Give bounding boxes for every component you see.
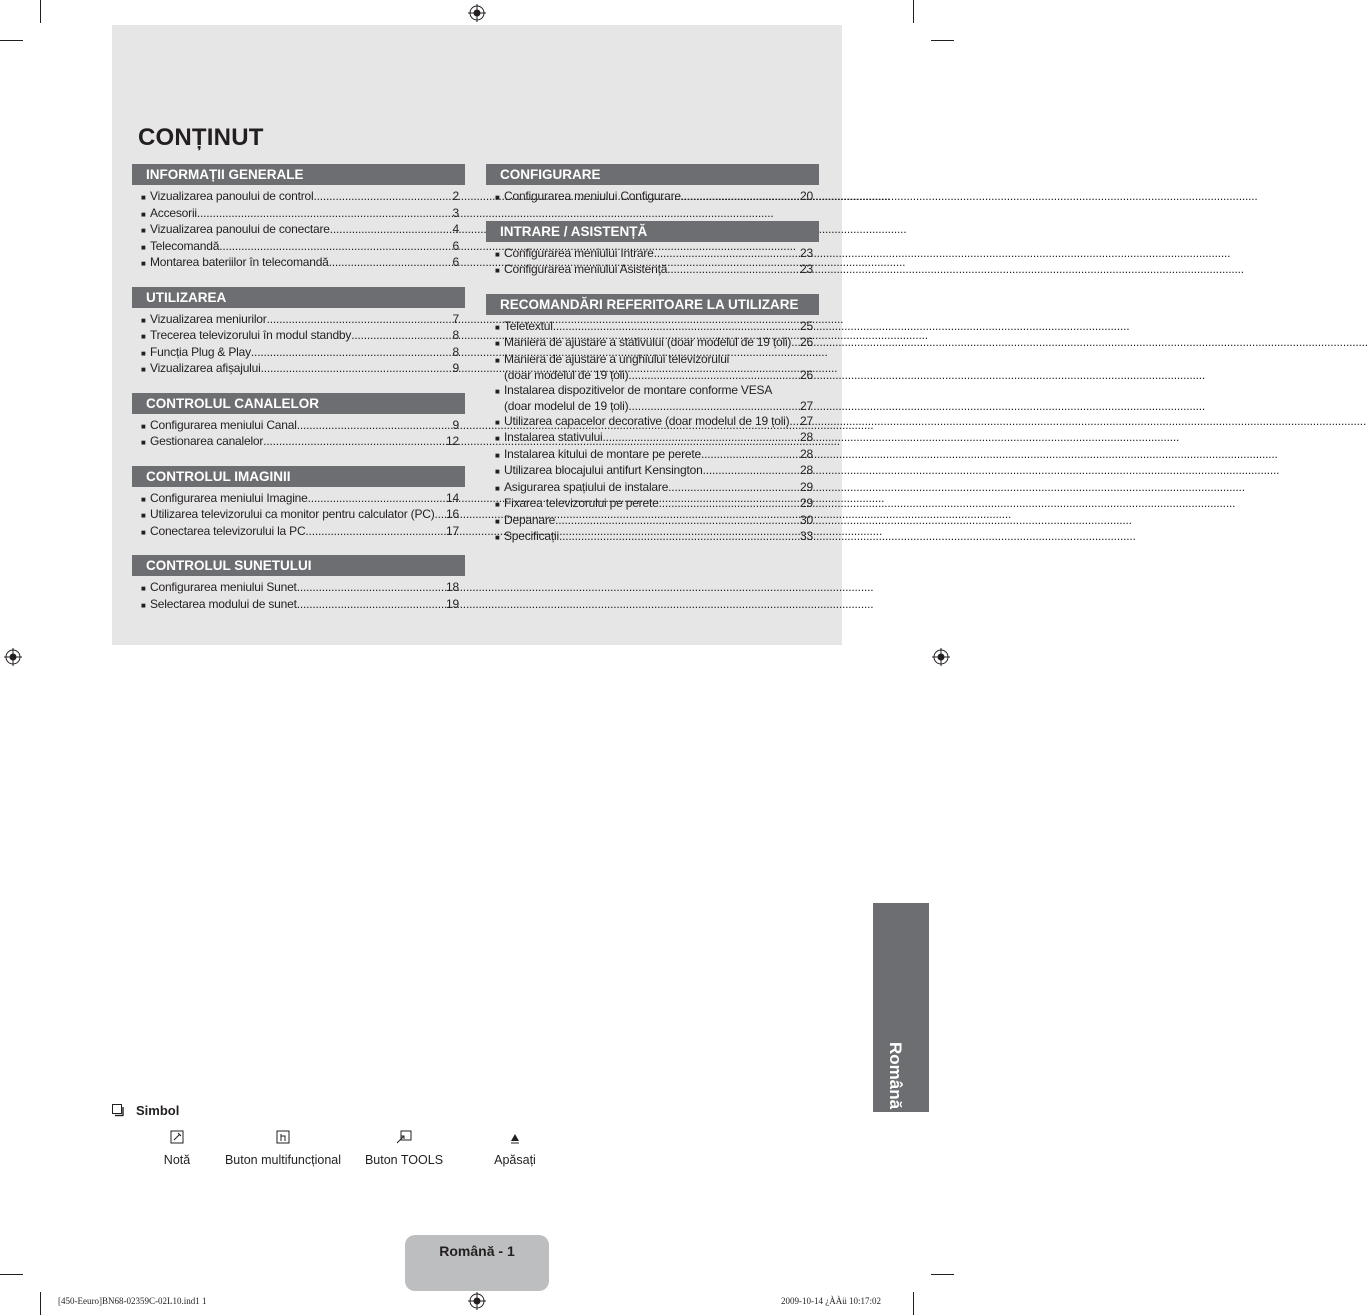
toc-entry-list (132, 576, 465, 613)
toc-entry (495, 513, 819, 530)
toc-entry (495, 480, 819, 497)
symbol-press (484, 1128, 546, 1167)
registration-mark-icon (932, 648, 950, 666)
toc-entry-text: (doar modelul de 19 țoli) (504, 399, 629, 413)
dot-leader (297, 418, 453, 433)
toc-entry (495, 262, 819, 279)
print-slug-right: 2009-10-14 ¿ÀÀü 10:17:02 (781, 1296, 881, 1306)
toc-section (132, 164, 465, 272)
toc-page-number: 12 (446, 434, 459, 448)
toc-page-number: 27 (800, 413, 813, 428)
bullet-icon: ■ (495, 500, 500, 509)
dot-leader (297, 597, 446, 612)
symbol-label: Buton TOOLS (364, 1153, 444, 1167)
toc-entry-text: Utilizarea blocajului antifurt Kensington (504, 463, 703, 477)
toc-page-number: 9 (452, 361, 459, 375)
crop-mark (40, 1292, 41, 1315)
toc-entry (141, 418, 465, 435)
toc-entry (495, 463, 819, 480)
bullet-icon: ■ (141, 315, 146, 325)
toc-page-number: 4 (452, 222, 459, 236)
bullet-icon: ■ (141, 242, 146, 252)
toc-page-number: 29 (800, 479, 813, 494)
toc-page-number: 26 (800, 368, 813, 382)
toc-page-number: 2 (452, 189, 459, 203)
bullet-icon: ■ (495, 450, 500, 460)
toc-entry-text: Configurarea meniului Intrare (504, 245, 654, 260)
toc-page-number: 19 (446, 596, 459, 611)
toc-entry (141, 206, 465, 223)
toc-entry-list (132, 414, 465, 451)
toc-entry-text: Instalarea stativului (504, 430, 603, 444)
dot-leader (435, 507, 447, 522)
toc-entry (495, 352, 819, 369)
symbol-tools-button (360, 1128, 448, 1167)
toc-entry (141, 255, 465, 272)
dot-leader (197, 206, 453, 221)
bullet-icon: ■ (495, 339, 500, 348)
bullet-icon: ■ (141, 421, 146, 431)
toc-entry-text: Specificații (504, 529, 559, 543)
dot-leader (219, 239, 452, 254)
crop-mark (913, 1292, 914, 1315)
toc-entry (141, 507, 465, 524)
toc-entry-list (132, 487, 465, 541)
dot-leader (351, 328, 452, 343)
crop-mark (931, 40, 954, 41)
dot-leader (555, 513, 800, 528)
dot-leader (789, 414, 800, 429)
bullet-icon: ■ (141, 511, 146, 520)
toc-entry (141, 328, 465, 345)
bullet-icon: ■ (495, 266, 500, 275)
toc-entry (495, 496, 819, 513)
toc-entry (495, 246, 819, 263)
bullet-icon: ■ (495, 516, 500, 526)
dot-leader (329, 255, 453, 270)
toc-entry-list (486, 185, 819, 206)
toc-entry (141, 239, 465, 256)
toc-section (132, 287, 465, 378)
section-heading: CONTROLUL IMAGINII (132, 466, 465, 487)
toc-page-number: 28 (800, 446, 813, 461)
bullet-icon: ■ (141, 600, 146, 610)
tools-button-icon (396, 1130, 412, 1144)
toc-page-number: 29 (800, 496, 813, 510)
bullet-icon: ■ (495, 322, 500, 332)
toc-entry-list (486, 242, 819, 279)
toc-page-number: 17 (446, 523, 459, 538)
toc-entry-text: Configurarea meniului Imagine (150, 490, 308, 505)
toc-page-number: 6 (452, 255, 459, 269)
dot-leader (654, 246, 800, 261)
toc-entry (141, 222, 465, 239)
bullet-icon: ■ (141, 365, 146, 374)
dot-leader (703, 463, 800, 478)
toc-entry-text: Teletextul (504, 318, 553, 333)
toc-entry (495, 430, 819, 447)
bullet-icon: ■ (495, 249, 500, 259)
bullet-icon: ■ (141, 226, 146, 235)
toc-entry (141, 524, 465, 541)
toc-entry (141, 189, 465, 206)
toc-page-number: 23 (800, 245, 813, 260)
section-heading: UTILIZAREA (132, 287, 465, 308)
toc-entry-text: Instalarea dispozitivelor de montare conforme VESA (504, 382, 773, 397)
dot-leader (314, 189, 453, 204)
toc-page-number: 33 (800, 529, 813, 543)
toc-entry-text: Selectarea modului de sunet (150, 596, 297, 611)
bullet-icon: ■ (141, 348, 146, 358)
dot-leader (261, 361, 453, 376)
dot-leader (553, 319, 800, 334)
toc-entry-text: Montarea bateriilor în telecomandă (150, 255, 329, 269)
toc-entry (495, 335, 819, 352)
toc-entry (495, 383, 819, 400)
symbol-one-touch-button (220, 1128, 346, 1167)
section-heading: INFORMAȚII GENERALE (132, 164, 465, 185)
dot-leader (681, 189, 800, 204)
toc-section (132, 393, 465, 451)
crop-mark (931, 1274, 954, 1275)
symbol-note (146, 1128, 208, 1167)
page-number: Română - 1 (439, 1243, 515, 1259)
toc-entry-list (132, 185, 465, 272)
toc-entry-text: Funcția Plug & Play (150, 344, 251, 359)
crop-mark (913, 0, 914, 23)
bullet-icon: ■ (141, 332, 146, 341)
dot-leader (628, 368, 800, 383)
toc-page-number: 3 (452, 205, 459, 220)
dot-leader (305, 524, 446, 539)
toc-entry-continuation (495, 368, 819, 383)
toc-page-number: 20 (800, 189, 813, 203)
symbol-label: Notă (163, 1153, 191, 1167)
toc-page-number: 26 (800, 335, 813, 349)
toc-section (132, 555, 465, 613)
registration-mark-icon (468, 1292, 486, 1310)
toc-entry-continuation (495, 399, 819, 414)
toc-entry-list (486, 315, 819, 546)
toc-entry-text: Vizualizarea panoului de conectare (150, 222, 330, 236)
toc-entry-text: Vizualizarea panoului de control (150, 189, 314, 203)
toc-page-number: 6 (452, 238, 459, 253)
toc-entry (495, 189, 819, 206)
dot-leader (667, 262, 800, 277)
toc-entry-text: Maniera de ajustare a unghiului televizorului (504, 351, 730, 366)
toc-entry-text: Trecerea televizorului în modul standby (150, 328, 352, 342)
toc-entry-text: Asigurarea spațiului de instalare (504, 479, 669, 494)
toc-entry-text: Instalarea kitului de montare pe perete (504, 446, 701, 461)
toc-entry (141, 312, 465, 329)
bullet-icon: ■ (495, 434, 500, 443)
toc-entry-text: Vizualizarea meniurilor (150, 311, 267, 326)
bullet-icon: ■ (495, 193, 500, 202)
dot-leader (791, 335, 800, 350)
toc-entry-text: Maniera de ajustare a stativului (doar modelul de 19 țoli) (504, 335, 792, 349)
registration-mark-icon (4, 648, 22, 666)
dot-leader (668, 480, 800, 495)
press-icon (510, 1130, 520, 1144)
section-heading: INTRARE / ASISTENȚĂ (486, 221, 819, 242)
page-title: CONȚINUT (138, 124, 264, 151)
toc-section (486, 164, 819, 206)
toc-section (132, 466, 465, 541)
toc-entry (141, 345, 465, 362)
section-heading: CONFIGURARE (486, 164, 819, 185)
symbol-label: Buton multifuncțional (224, 1153, 342, 1167)
note-icon (170, 1130, 184, 1144)
toc-entry (495, 447, 819, 464)
dot-leader (559, 529, 800, 544)
bullet-icon: ■ (495, 533, 500, 542)
bullet-icon: ■ (495, 467, 500, 476)
toc-page-number: 14 (446, 490, 459, 505)
bullet-icon: ■ (495, 417, 500, 427)
toc-section (486, 294, 819, 546)
bullet-icon: ■ (141, 494, 146, 504)
toc-entry (141, 580, 465, 597)
bullet-icon: ■ (141, 527, 146, 537)
toc-entry (141, 491, 465, 508)
toc-entry-text: Conectarea televizorului la PC (150, 523, 306, 538)
toc-page-number: 28 (800, 463, 813, 477)
symbol-label: Apăsați (494, 1153, 536, 1167)
section-heading: CONTROLUL SUNETULUI (132, 555, 465, 576)
toc-entry-text: Vizualizarea afișajului (150, 361, 261, 375)
toc-left-column (132, 164, 465, 613)
section-heading: CONTROLUL CANALELOR (132, 393, 465, 414)
toc-page-number: 27 (800, 399, 813, 413)
toc-page-number: 8 (452, 344, 459, 359)
toc-entry-text: Configurarea meniului Sunet (150, 580, 297, 594)
toc-page-number: 8 (452, 328, 459, 342)
crop-mark (40, 0, 41, 23)
crop-mark (0, 40, 23, 41)
toc-entry-text: Depanare (504, 512, 556, 527)
bullet-icon: ■ (141, 259, 146, 268)
toc-page-number: 18 (446, 580, 459, 594)
toc-entry-text: Gestionarea canalelor (150, 434, 264, 448)
toc-entry-text: Telecomandă (150, 238, 220, 253)
dot-leader (701, 447, 800, 462)
dot-leader (659, 496, 800, 511)
toc-entry-list (132, 308, 465, 378)
bullet-icon: ■ (141, 209, 146, 219)
print-slug-left: [450-Eeuro]BN68-02359C-02L10.ind1 1 (58, 1296, 207, 1306)
checkbox-icon (112, 1104, 124, 1116)
toc-entry (141, 434, 465, 451)
toc-entry (141, 597, 465, 614)
toc-section (486, 221, 819, 279)
toc-entry-text: Configurarea meniului Canal (150, 417, 297, 432)
toc-entry-text: Configurarea meniului Asistență (504, 262, 668, 276)
dot-leader (251, 345, 453, 360)
section-heading: RECOMANDĂRI REFERITOARE LA UTILIZARE (486, 294, 819, 315)
toc-page-number: 28 (800, 430, 813, 444)
dot-leader (603, 430, 801, 445)
dot-leader (628, 399, 800, 414)
bullet-icon: ■ (141, 193, 146, 202)
dot-leader (297, 580, 446, 595)
toc-entry-text: Fixarea televizorului pe perete (504, 496, 659, 510)
toc-page-number: 7 (452, 311, 459, 326)
toc-page-number: 30 (800, 512, 813, 527)
toc-page-number: 9 (452, 417, 459, 432)
toc-page-number: 23 (800, 262, 813, 276)
toc-entry (495, 414, 819, 431)
toc-page-number: 16 (446, 507, 459, 521)
toc-page-number: 25 (800, 318, 813, 333)
toc-entry-text: Accesorii (150, 205, 197, 220)
toc-entry-text: (doar modelul de 19 țoli) (504, 368, 629, 382)
registration-mark-icon (468, 4, 486, 22)
bullet-icon: ■ (495, 355, 500, 365)
dot-leader (267, 312, 453, 327)
toc-right-column (486, 164, 819, 546)
toc-entry-text: Configurarea meniului Configurare (504, 189, 681, 203)
bullet-icon: ■ (141, 438, 146, 447)
toc-entry-text: Utilizarea televizorului ca monitor pentru calculator (PC) (150, 507, 435, 521)
crop-mark (0, 1274, 23, 1275)
one-touch-button-icon (276, 1130, 290, 1144)
bullet-icon: ■ (141, 584, 146, 593)
dot-leader (330, 222, 453, 237)
dot-leader (308, 491, 446, 506)
toc-entry (141, 361, 465, 378)
symbol-heading: Simbol (136, 1103, 180, 1118)
bullet-icon: ■ (495, 483, 500, 493)
toc-entry-text: Utilizarea capacelor decorative (doar modelul de 19 țoli) (504, 413, 790, 428)
language-tab-label: Română (886, 1042, 905, 1110)
dot-leader (263, 434, 446, 449)
toc-entry (495, 319, 819, 336)
bullet-icon: ■ (495, 386, 500, 396)
toc-entry (495, 529, 819, 546)
